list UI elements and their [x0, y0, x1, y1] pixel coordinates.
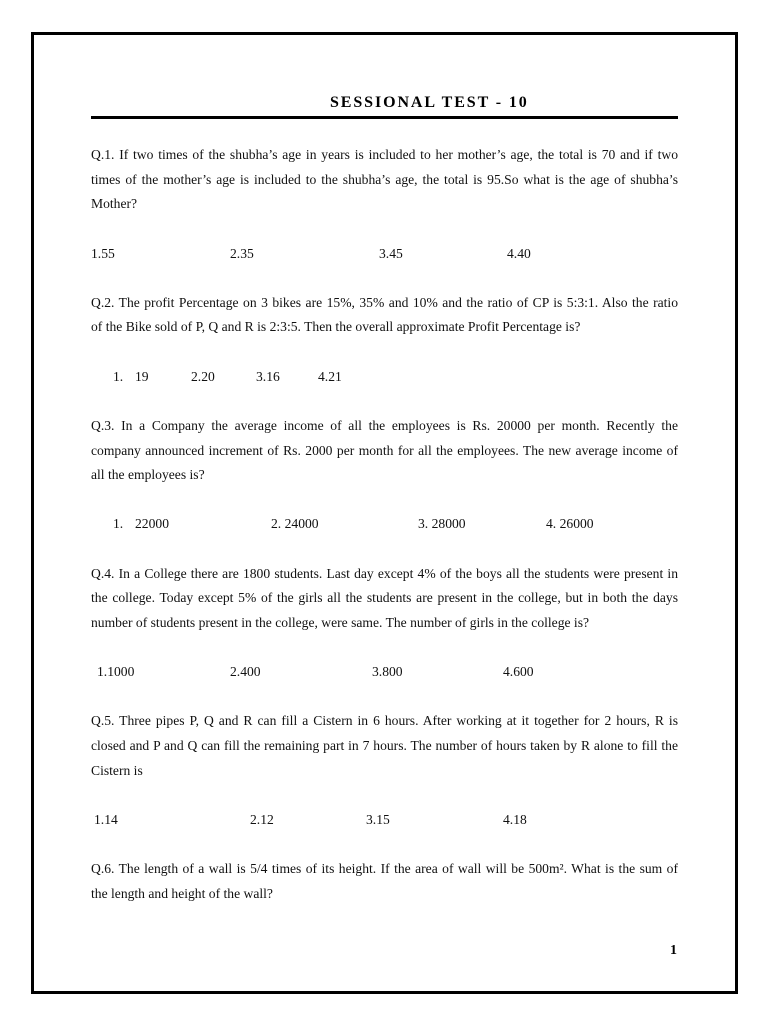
option-4: 4.40 [507, 245, 531, 261]
answer-options-3 [91, 512, 678, 537]
option-1-number: 1. [113, 368, 124, 384]
question-text-line: number of students present in the college, were same. The number of girls in the college is? [91, 614, 590, 630]
option-2: 2.400 [230, 664, 261, 680]
option-1-number: 1. [113, 516, 124, 532]
question-list [91, 143, 678, 931]
answer-options-5 [91, 808, 678, 833]
question-text-line: the length and height of the wall? [91, 885, 273, 901]
question-5 [91, 709, 678, 783]
option-4: 4. 26000 [546, 516, 594, 532]
option-2: 2. 24000 [271, 516, 319, 532]
option-3: 3.16 [256, 368, 280, 384]
question-2 [91, 291, 678, 340]
option-1: 19 [135, 368, 149, 384]
question-text-line: Q.2. The profit Percentage on 3 bikes are 15%, 35% and 10% and the ratio of CP is 5:3:1. Also the ratio [91, 294, 678, 310]
option-2: 2.35 [230, 245, 254, 261]
option-1: 1.55 [91, 245, 115, 261]
page-title: SESSIONAL TEST - 10 [330, 94, 529, 111]
option-4: 4.21 [318, 368, 342, 384]
title-underline [91, 116, 678, 119]
option-3: 3. 28000 [418, 516, 466, 532]
option-1: 22000 [135, 516, 169, 532]
question-text-line: Cistern is [91, 762, 143, 778]
question-text-line: of the Bike sold of P, Q and R is 2:3:5. Then the overall approximate Profit Percentage is? [91, 319, 581, 335]
question-text-line: Mother? [91, 196, 138, 212]
question-text-line: the college. Today except 5% of the girls all the students are present in the college, but in both the days [91, 590, 678, 606]
answer-options-1 [91, 242, 678, 267]
question-text-line: Q.5. Three pipes P, Q and R can fill a Cistern in 6 hours. After working at it together for 2 hours, R is [91, 713, 678, 729]
page-number: 1 [670, 943, 677, 958]
option-1: 1.14 [94, 811, 118, 827]
question-4 [91, 562, 678, 636]
answer-options-2 [91, 365, 678, 390]
question-text-line: company announced increment of Rs. 2000 per month for all the employees. The new average income of [91, 442, 678, 458]
option-3: 3.45 [379, 245, 403, 261]
question-text-line: closed and P and Q can fill the remaining part in 7 hours. The number of hours taken by R alone to fill the [91, 738, 678, 753]
question-text-line: Q.6. The length of a wall is 5/4 times of its height. If the area of wall will be 500m². What is the sum of [91, 861, 678, 877]
question-text-line: all the employees is? [91, 467, 205, 483]
option-1: 1.1000 [97, 664, 135, 680]
option-4: 4.18 [503, 811, 527, 827]
option-2: 2.20 [191, 368, 215, 384]
question-text-line: Q.3. In a Company the average income of all the employees is Rs. 20000 per month. Recently the [91, 417, 678, 433]
option-2: 2.12 [250, 811, 274, 827]
answer-options-4 [91, 660, 678, 685]
option-4: 4.600 [503, 664, 534, 680]
question-text-line: Q.1. If two times of the shubha’s age in years is included to her mother’s age, the total is 70 and if two [91, 147, 678, 162]
question-text-line: Q.4. In a College there are 1800 students. Last day except 4% of the boys all the students were present in [91, 565, 678, 581]
question-1 [91, 143, 678, 217]
question-6 [91, 857, 678, 906]
question-text-line: times of the mother’s age is included to the shubha’s age, the total is 95.So what is the age of shubha’s [91, 171, 678, 187]
option-3: 3.15 [366, 811, 390, 827]
option-3: 3.800 [372, 664, 403, 680]
question-3 [91, 414, 678, 488]
